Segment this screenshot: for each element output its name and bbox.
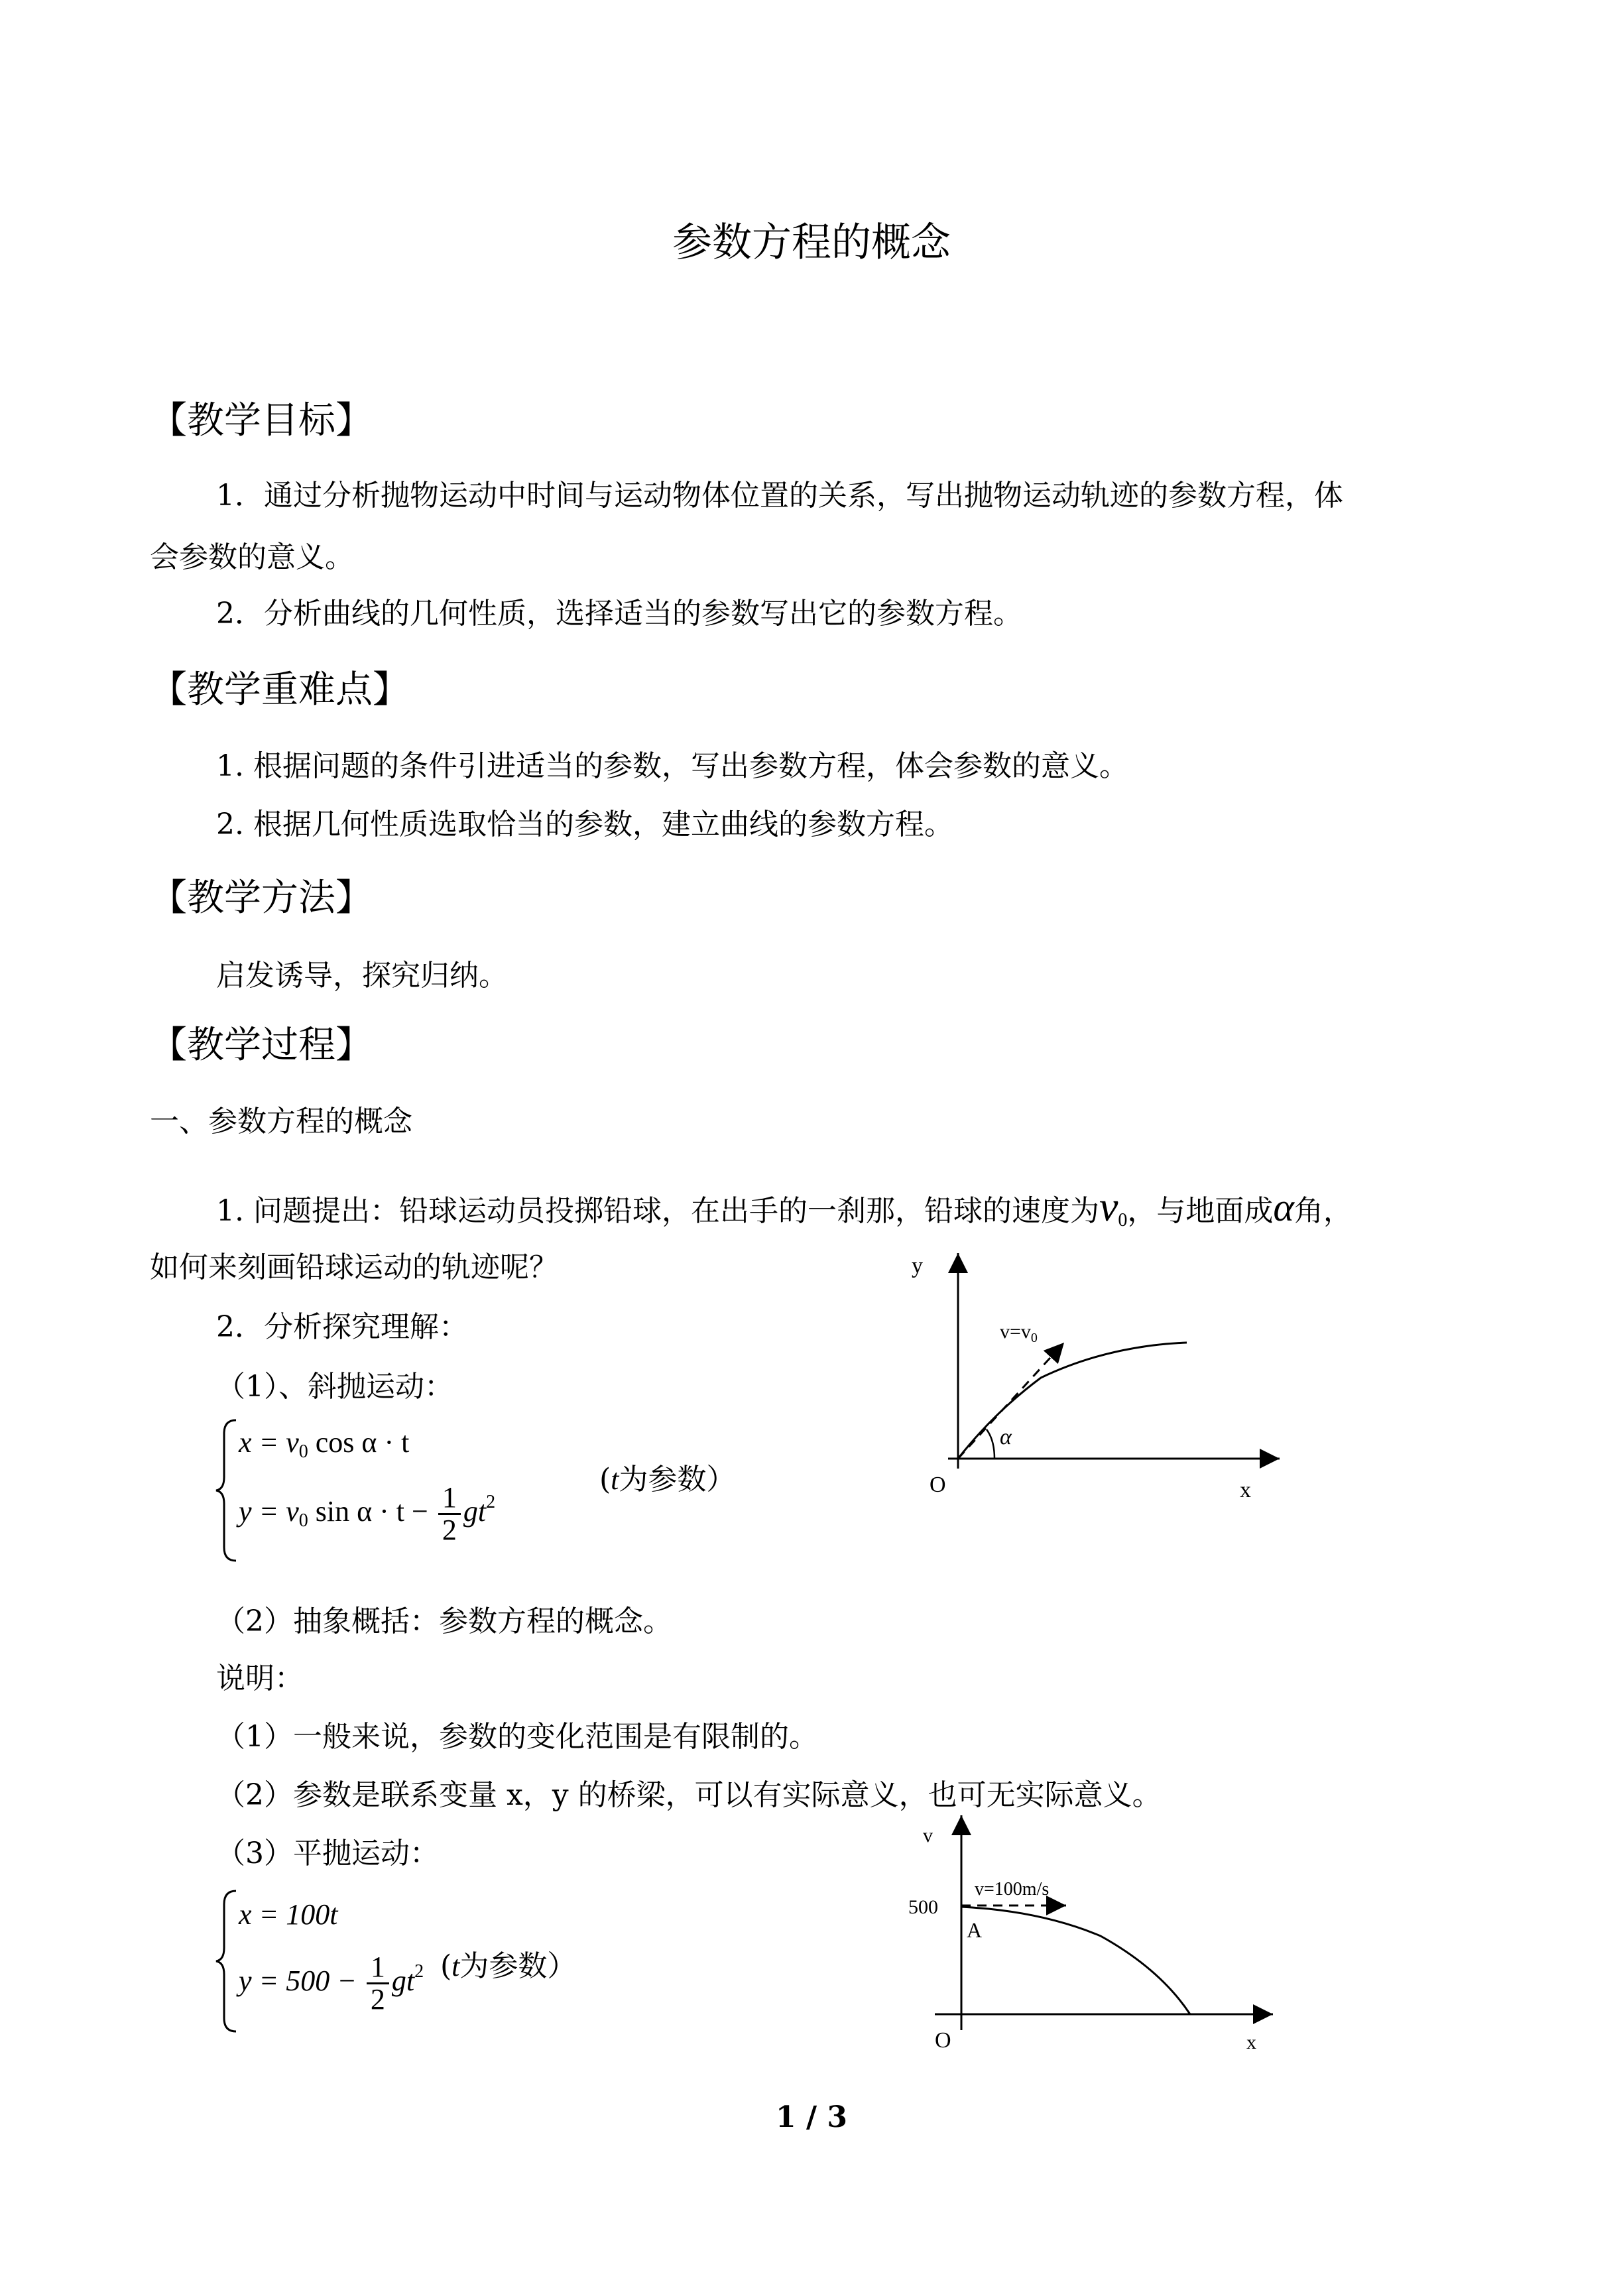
- page-title: 参数方程的概念: [672, 219, 951, 266]
- goal-item-1-line-2: 会参数的意义。: [150, 540, 354, 574]
- horizontal-equation-x: x = 100t: [239, 1898, 338, 1931]
- fig2-tick-500: 500: [908, 1896, 938, 1918]
- horizontal-equation-y: y = 500 − $\frac{1}{2}$ $gt^2$: [239, 1951, 424, 2016]
- note-1: （1）一般来说，参数的变化范围是有限制的。: [216, 1720, 818, 1754]
- note-2: （2）参数是联系变量 x，y 的桥梁，可以有实际意义，也可无实际意义。: [216, 1778, 1162, 1812]
- figure-horizontal-projectile: [888, 1803, 1299, 2062]
- process-part-1-title: 一、参数方程的概念: [150, 1105, 412, 1138]
- key-point-1: 1. 根据问题的条件引进适当的参数，写出参数方程，体会参数的意义。: [216, 749, 1128, 783]
- fig1-angle-label: α: [1000, 1425, 1012, 1449]
- page-indicator: 1 / 3: [776, 2100, 847, 2134]
- section-heading-key-points: 【教学重难点】: [150, 668, 410, 711]
- fig1-x-label: x: [1240, 1478, 1251, 1502]
- key-point-2: 2. 根据几何性质选取恰当的参数，建立曲线的参数方程。: [216, 808, 953, 841]
- goal-item-1-line-1: 1．通过分析抛物运动中时间与运动物体位置的关系，写出抛物运动轨迹的参数方程，体: [216, 479, 1343, 513]
- horizontal-motion-label: （3）平抛运动：: [216, 1837, 439, 1870]
- oblique-equation-y: $y = v_0$ sin α · t − $\frac{1}{2}$ $gt^2$: [239, 1481, 496, 1547]
- question-1-line-1: 1. 问题提出：铅球运动员投掷铅球，在出手的一刹那，铅球的速度为$v_0$，与地面成α角，: [216, 1183, 1352, 1231]
- goal-item-2: 2．分析曲线的几何性质，选择适当的参数写出它的参数方程。: [216, 597, 1022, 631]
- brace-horizontal: [213, 1888, 240, 2034]
- fig2-x-label: x: [1246, 2031, 1256, 2053]
- fig2-origin-label: O: [935, 2028, 951, 2053]
- brace-oblique: [213, 1418, 240, 1563]
- horizontal-param-note: (t为参数）: [440, 1949, 577, 1983]
- oblique-equation-x: $x = v_0$ cos α · t: [239, 1426, 410, 1462]
- fig2-point-a: A: [967, 1918, 983, 1942]
- fig1-origin-label: O: [930, 1473, 946, 1497]
- question-1-line-2: 如何来刻画铅球运动的轨迹呢？: [150, 1250, 558, 1284]
- angle-arc: [987, 1429, 994, 1459]
- fig1-y-label: y: [912, 1254, 923, 1278]
- fig2-y-label: v: [923, 1825, 933, 1846]
- figure-oblique-projectile: [888, 1233, 1299, 1512]
- note-label: 说明：: [216, 1662, 304, 1695]
- oblique-motion-label: （1）、斜抛运动：: [216, 1370, 453, 1404]
- oblique-param-note: (t为参数）: [599, 1463, 736, 1496]
- fig2-velocity-label: v=100m/s: [975, 1879, 1050, 1900]
- section-heading-process: 【教学过程】: [150, 1024, 373, 1067]
- fig2-trajectory-curve: [961, 1907, 1190, 2014]
- abstract-label: （2）抽象概括：参数方程的概念。: [216, 1604, 672, 1638]
- question-2: 2．分析探究理解：: [216, 1310, 468, 1344]
- section-heading-methods: 【教学方法】: [150, 876, 373, 920]
- fig1-velocity-label: $v=v_0$: [1000, 1321, 1038, 1345]
- section-heading-goals: 【教学目标】: [150, 399, 373, 442]
- methods-text: 启发诱导，探究归纳。: [216, 959, 508, 993]
